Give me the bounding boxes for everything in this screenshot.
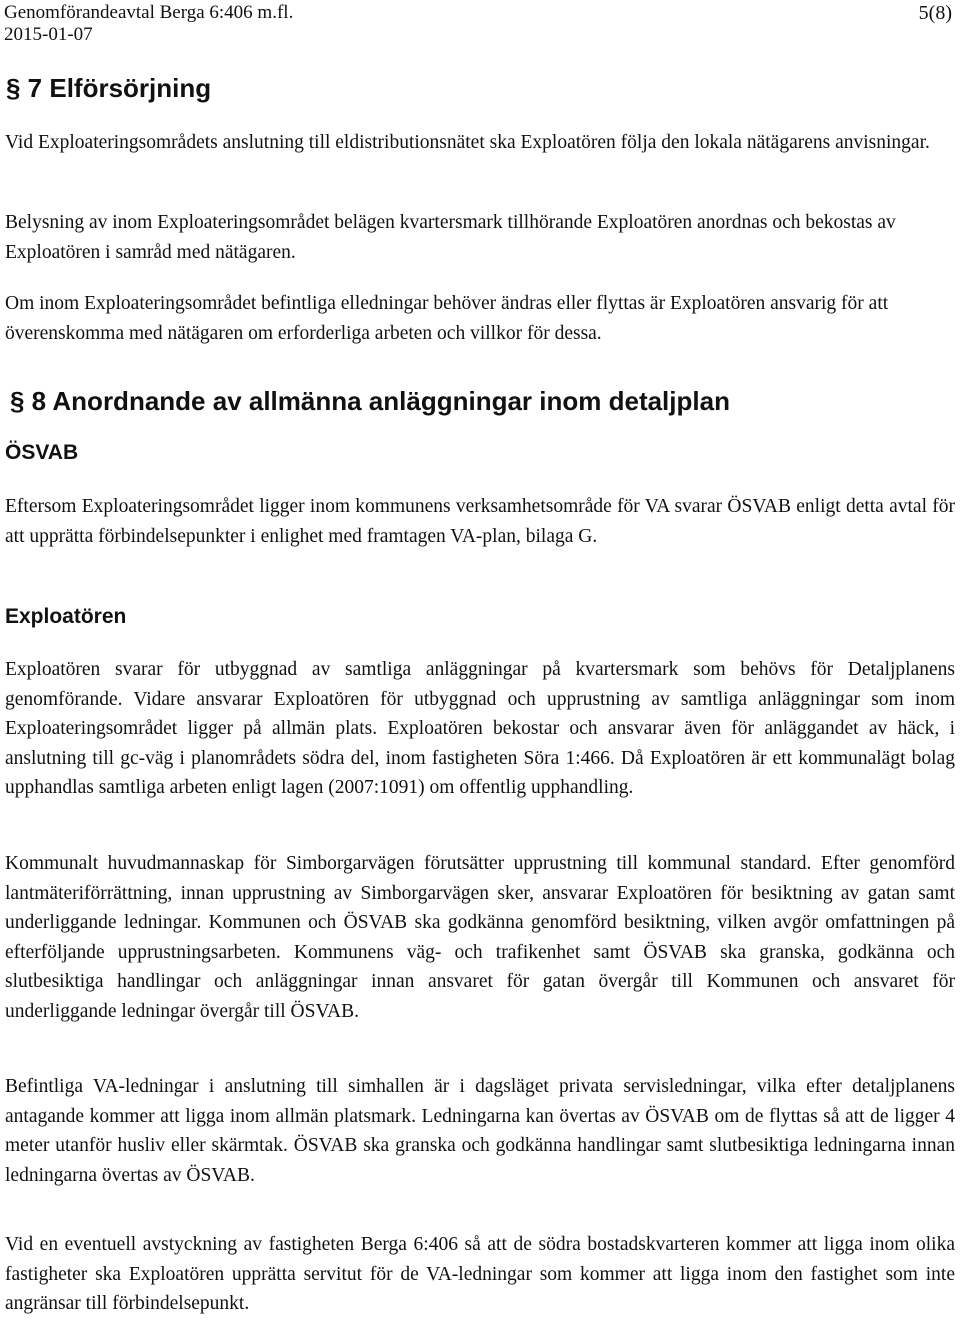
section-7-paragraph-1: Vid Exploateringsområdets anslutning till eldistributionsnätet ska Exploatören följa den lokala nätägarens anvisningar. xyxy=(5,132,930,153)
section-7-paragraph-2: Belysning av inom Exploateringsområdet belägen kvartersmark tillhörande Exploatören anordnas och bekostas av Exploatören i samråd med nätägaren. xyxy=(5,212,896,263)
header-page-number: 5(8) xyxy=(918,2,952,24)
subheading-osvab: ÖSVAB xyxy=(5,441,79,464)
exploatoren-paragraph-4: Vid en eventuell avstyckning av fastigheten Berga 6:406 så att de södra bostadskvarteren kommer att ligga inom olika fastigheter ska Exploatören upprätta servitut för de VA-ledningar som kommer att ligga inom den fastighet som inte angränsar till förbindelsepunkt. xyxy=(5,1234,955,1314)
exploatoren-paragraph-3: Befintliga VA-ledningar i anslutning till simhallen är i dagsläget privata servisledningar, vilka efter detaljplanens antagande kommer att ligga inom allmän platsmark. Ledningarna kan övertas av ÖSVAB om de flyttas så att de ligger 4 meter utanför husliv eller skärmtak. ÖSVAB ska granska och godkänna handlingar samt slutbesiktiga ledningarna innan ledningarna övertas av ÖSVAB. xyxy=(5,1076,955,1186)
section-7-paragraph-3: Om inom Exploateringsområdet befintliga elledningar behöver ändras eller flyttas är Exploatören ansvarig för att överenskomma med nätägaren om erforderliga arbeten och villkor för dessa. xyxy=(5,293,889,344)
header-date: 2015-01-07 xyxy=(4,24,93,45)
exploatoren-paragraph-1: Exploatören svarar för utbyggnad av samtliga anläggningar på kvartersmark som behövs för Detaljplanens genomförande. Vidare ansvarar Exploatören för utbyggnad och upprustning av samtliga anläggningar som inom Exploateringsområdet ligger på allmän plats. Exploatören bekostar och ansvarar även för anläggandet av häck, i anslutning till gc-väg i planområdets södra del, inom fastigheten Söra 1:466. Då Exploatören är ett kommunalägt bolag upphandlas samtliga arbeten enligt lagen (2007:1091) om offentlig upphandling. xyxy=(5,659,955,798)
subheading-exploatoren: Exploatören xyxy=(5,605,127,628)
section-8-heading: § 8 Anordnande av allmänna anläggningar inom detaljplan xyxy=(10,386,730,416)
exploatoren-paragraph-2: Kommunalt huvudmannaskap för Simborgarvägen förutsätter upprustning till kommunal standard. Efter genomförd lantmäteriförrättning, innan upprustning av Simborgarvägen sker, ansvarar Exploatören för besiktning av gatan samt underliggande ledningar. Kommunen och ÖSVAB ska godkänna genomförd besiktning, vilken avgör omfattningen på efterföljande upprustningsarbeten. Kommunens väg- och trafikenhet samt ÖSVAB ska granska, godkänna och slutbesiktiga handlingar och anläggningar innan ansvaret för gatan övergår till Kommunen och ansvaret för underliggande ledningar övergår till ÖSVAB. xyxy=(5,853,955,1022)
osvab-paragraph: Eftersom Exploateringsområdet ligger inom kommunens verksamhetsområde för VA svarar ÖSVAB enligt detta avtal för att upprätta förbindelsepunkter i enlighet med framtagen VA-plan, bilaga G. xyxy=(5,496,955,547)
header-doc-title: Genomförandeavtal Berga 6:406 m.fl. xyxy=(4,2,294,23)
section-7-heading: § 7 Elförsörjning xyxy=(6,73,212,103)
